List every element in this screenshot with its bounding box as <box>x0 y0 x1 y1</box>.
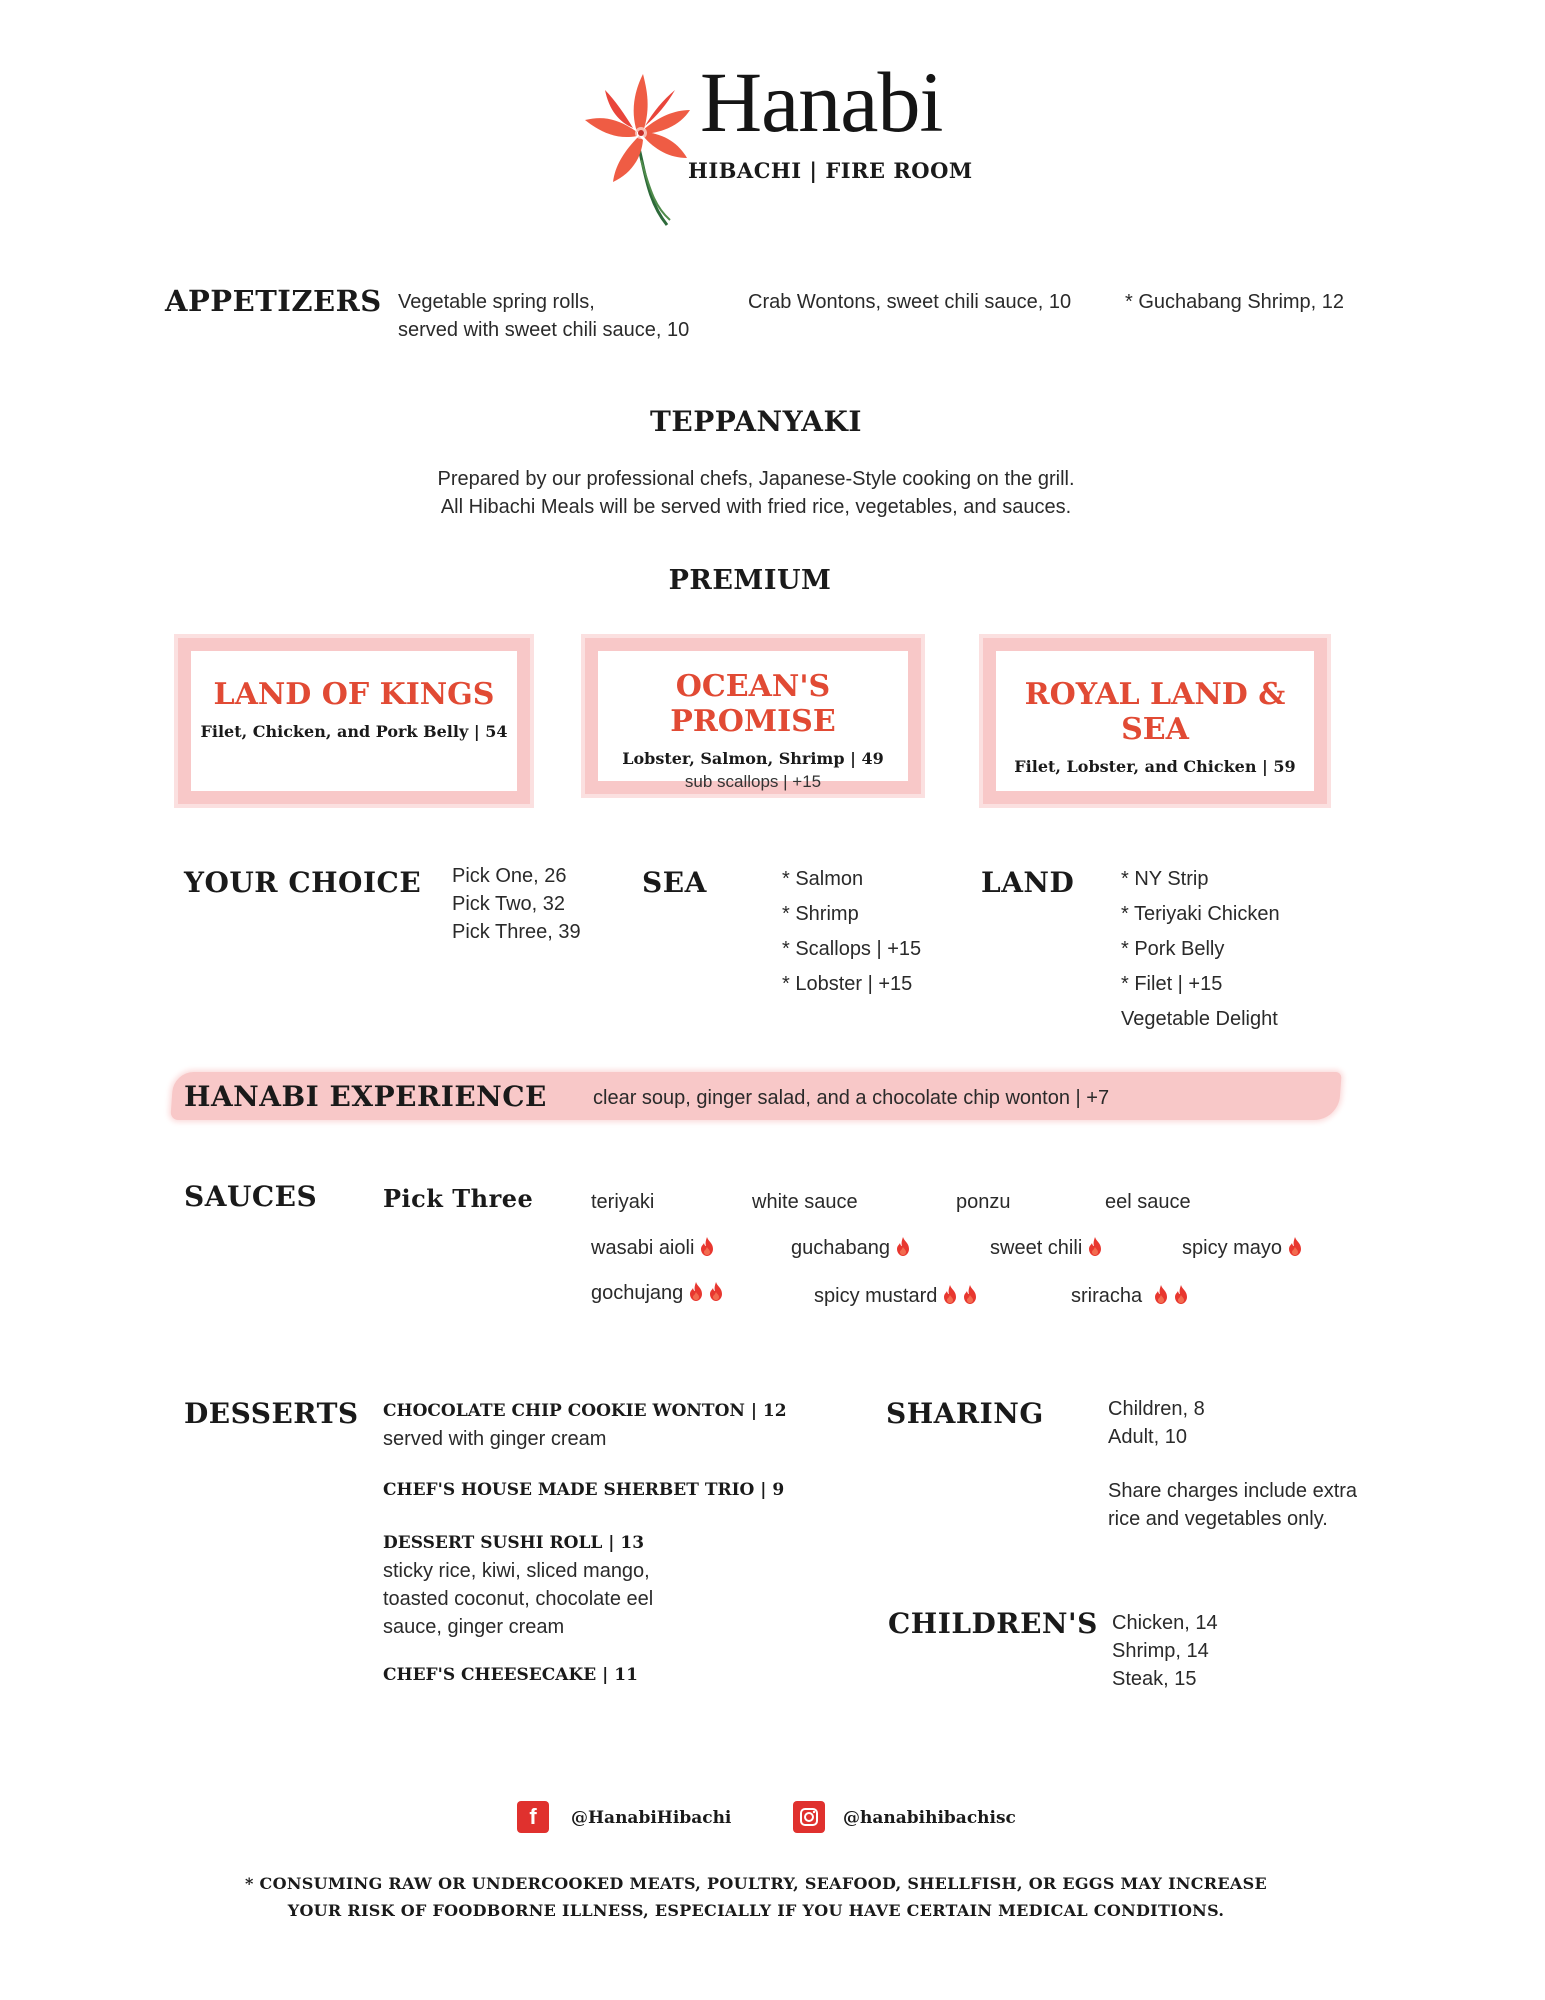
childrens-prices: Chicken, 14 Shrimp, 14 Steak, 15 <box>1112 1612 1218 1690</box>
card-title: OCEAN'S PROMISE <box>670 669 836 739</box>
card-title: LAND OF KINGS <box>213 677 495 712</box>
card-description: Filet, Lobster, and Chicken | 59 <box>1014 757 1296 776</box>
sauces-subtitle: Pick Three <box>383 1184 534 1213</box>
dessert-description: served with ginger cream <box>383 1428 607 1450</box>
logo <box>575 70 705 230</box>
desserts-heading: DESSERTS <box>184 1397 359 1430</box>
dessert-name: CHEF'S CHEESECAKE | 11 <box>383 1665 638 1685</box>
food-safety-disclaimer: * CONSUMING RAW OR UNDERCOOKED MEATS, POULTRY, SEAFOOD, SHELLFISH, OR EGGS MAY INCREASE YOUR RISK OF FOODBORNE ILLNESS, ESPECIALLY IF YOU HAVE CERTAIN MEDICAL CONDITIONS. <box>245 1874 1267 1920</box>
teppanyaki-heading: TEPPANYAKI <box>650 405 862 438</box>
facebook-icon[interactable]: f <box>517 1801 549 1833</box>
teppanyaki-description: Prepared by our professional chefs, Japanese-Style cooking on the grill. All Hibachi Meals will be served with fried rice, vegetables, and sauces. <box>437 468 1075 518</box>
sauce-item: teriyaki <box>591 1191 655 1213</box>
flame-icon <box>1288 1237 1302 1256</box>
dessert-name: CHOCOLATE CHIP COOKIE WONTON | 12 <box>383 1401 787 1421</box>
card-description: Lobster, Salmon, Shrimp | 49 <box>622 749 884 768</box>
appetizers-heading: APPETIZERS <box>165 284 382 318</box>
sea-heading: SEA <box>642 866 707 899</box>
brand-subtitle: HIBACHI | FIRE ROOM <box>688 158 973 183</box>
flame-icon <box>943 1285 957 1304</box>
your-choice-heading: YOUR CHOICE <box>184 866 422 899</box>
appetizer-item: Crab Wontons, sweet chili sauce, 10 <box>748 291 1072 313</box>
instagram-icon[interactable] <box>793 1801 825 1833</box>
sharing-note: Share charges include extra rice and vegetables only. <box>1108 1480 1358 1530</box>
sauce-item-spicy: guchabang <box>791 1234 910 1262</box>
sauce-item-extra-spicy: gochujang <box>591 1279 723 1307</box>
premium-card-royal-land-sea <box>983 638 1327 804</box>
premium-heading: PREMIUM <box>668 565 832 596</box>
sauce-item-spicy: wasabi aioli <box>591 1234 714 1262</box>
sharing-prices: Children, 8 Adult, 10 <box>1108 1398 1205 1448</box>
flame-icon <box>700 1237 714 1256</box>
card-note: sub scallops | +15 <box>684 772 822 791</box>
appetizer-item: Vegetable spring rolls, served with sweet chili sauce, 10 <box>398 291 690 341</box>
flame-icon <box>1174 1285 1188 1304</box>
premium-card-land-of-kings <box>178 638 530 804</box>
flame-icon <box>1088 1237 1102 1256</box>
sauce-item-extra-spicy: spicy mustard <box>814 1282 977 1310</box>
brand-name: Hanabi <box>700 54 943 150</box>
flame-icon <box>1154 1285 1168 1304</box>
choice-options: Pick One, 26 Pick Two, 32 Pick Three, 39 <box>452 865 581 943</box>
flame-icon <box>963 1285 977 1304</box>
sauce-item-spicy: sweet chili <box>990 1234 1102 1262</box>
sauces-heading: SAUCES <box>184 1180 318 1213</box>
flame-icon <box>709 1282 723 1301</box>
sauce-item: eel sauce <box>1105 1191 1191 1213</box>
dessert-name: DESSERT SUSHI ROLL | 13 <box>383 1533 645 1553</box>
sauce-item: white sauce <box>752 1191 858 1213</box>
sharing-heading: SHARING <box>886 1397 1044 1430</box>
sauce-item: ponzu <box>956 1191 1011 1213</box>
sauce-item-spicy: spicy mayo <box>1182 1234 1302 1262</box>
childrens-heading: CHILDREN'S <box>888 1607 1098 1640</box>
card-description: Filet, Chicken, and Pork Belly | 54 <box>200 722 508 741</box>
sauce-item-extra-spicy: sriracha <box>1071 1282 1188 1310</box>
dessert-description: toasted coconut, chocolate eel <box>383 1588 654 1610</box>
flower-logo-icon <box>575 70 705 230</box>
appetizer-item: * Guchabang Shrimp, 12 <box>1125 291 1345 313</box>
dessert-description: sticky rice, kiwi, sliced mango, <box>383 1560 650 1582</box>
dessert-description: sauce, ginger cream <box>383 1616 565 1638</box>
facebook-handle[interactable]: @HanabiHibachi <box>571 1808 732 1828</box>
flame-icon <box>689 1282 703 1301</box>
premium-card-oceans-promise <box>585 638 921 794</box>
instagram-handle[interactable]: @hanabihibachisc <box>843 1808 1016 1828</box>
dessert-name: CHEF'S HOUSE MADE SHERBET TRIO | 9 <box>383 1480 785 1500</box>
experience-heading: HANABI EXPERIENCE <box>184 1080 547 1113</box>
land-options: * NY Strip * Teriyaki Chicken * Pork Belly * Filet | +15 Vegetable Delight <box>1121 868 1280 1030</box>
flame-icon <box>896 1237 910 1256</box>
experience-description: clear soup, ginger salad, and a chocolate chip wonton | +7 <box>593 1087 1110 1109</box>
sea-options: * Salmon * Shrimp * Scallops | +15 * Lobster | +15 <box>782 868 922 995</box>
land-heading: LAND <box>981 866 1075 899</box>
dessert-list <box>383 1398 803 1685</box>
card-title: ROYAL LAND & SEA <box>1024 677 1286 747</box>
